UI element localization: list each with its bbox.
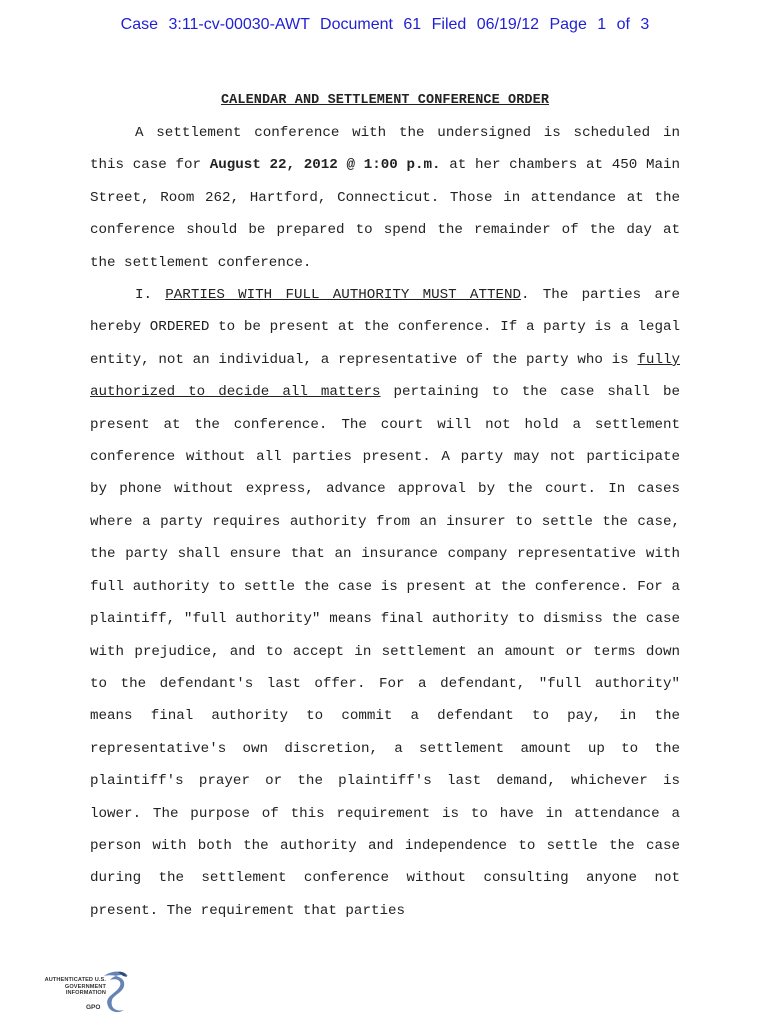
section-number: I. xyxy=(135,287,166,304)
gpo-authentication-logo xyxy=(42,968,132,1016)
conference-date: August 22, 2012 @ 1:00 p.m. xyxy=(209,157,441,174)
paragraph-full-authority xyxy=(90,279,680,927)
document-body xyxy=(90,117,680,927)
paragraph-text: pertaining to the case shall be present at the conference. The court will not hold a settlement conference without all parties present. A party may not participate by phone without express, advance approval by the court. In cases where a party requires authority from an insurer to settle the case, the party shall ensure that an insurance company representative with full authority to settle the case is present at the conference. For a plaintiff, "full authority" means final authority to dismiss the case with prejudice, and to accept in settlement an amount or terms down to the defendant's last offer. For a defendant, "full authority" means final authority to commit a defendant to pay, in the representative's own discretion, a settlement amount up to the plaintiff's prayer or the plaintiff's last demand, whichever is lower. The purpose of this requirement is to have in attendance a person with both the authority and independence to settle the case during the settlement conference without consulting anyone not present. The requirement that parties xyxy=(90,384,680,919)
document-title: CALENDAR AND SETTLEMENT CONFERENCE ORDER xyxy=(220,93,550,108)
section-heading: PARTIES WITH FULL AUTHORITY MUST ATTEND xyxy=(165,287,522,304)
logo-text: AUTHENTICATED U.S. GOVERNMENT INFORMATION xyxy=(44,977,106,997)
case-header: Case 3:11-cv-00030-AWT Document 61 Filed 06/19/12 Page 1 of 3 xyxy=(120,16,650,33)
logo-gpo: GPO xyxy=(86,1004,101,1011)
paragraph-text: . The parties are hereby ORDERED to be present at the conference. If a party is a legal entity, not an individual, a representative of the party who is xyxy=(90,287,680,368)
paragraph-scheduling xyxy=(90,117,680,279)
eagle-icon xyxy=(98,968,132,1016)
paragraph-text: A settlement conference with the undersigned is scheduled in this case for xyxy=(90,125,680,174)
paragraph-text: at her chambers at 450 Main Street, Room 262, Hartford, Connecticut. Those in attendance at the conference should be prepared to spend the remainder of the day at the settlement conference. xyxy=(90,157,681,271)
emphasized-text: fully authorized to decide all matters xyxy=(90,351,680,401)
